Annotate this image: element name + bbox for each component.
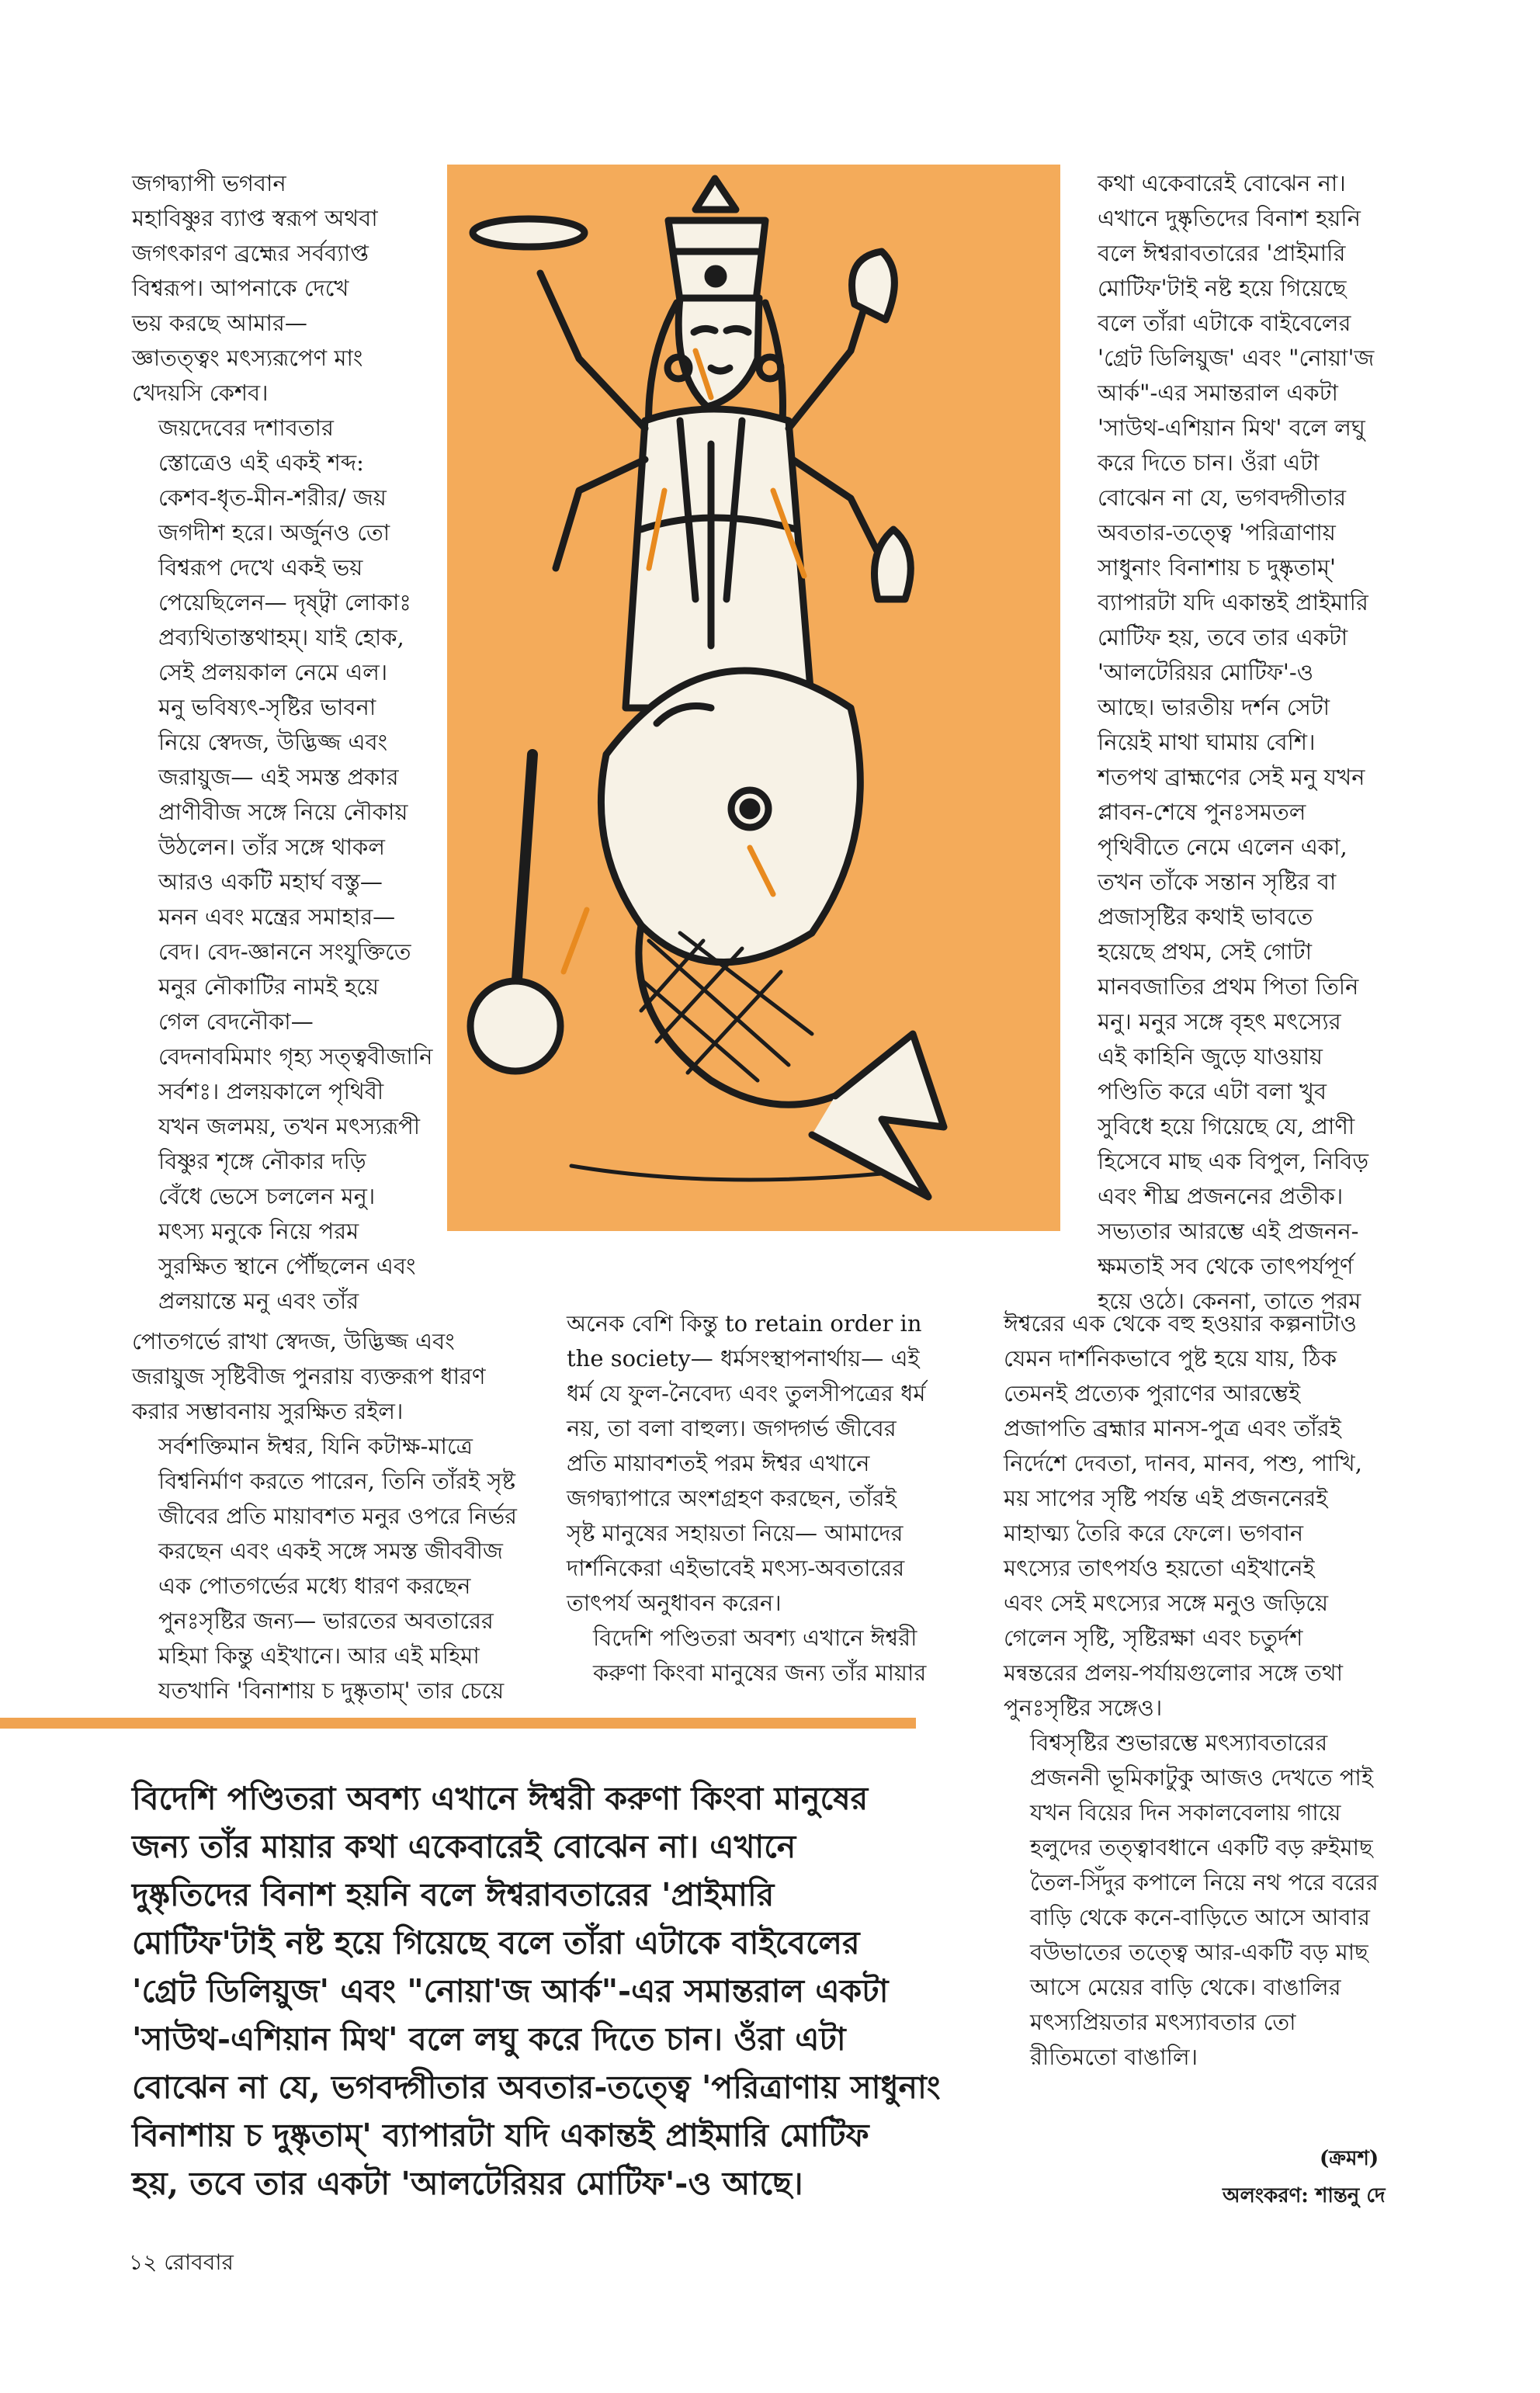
text-line: মানবজাতির প্রথম পিতা তিনি <box>1098 973 1359 1000</box>
text-line: 'সাউথ-এশিয়ান মিথ' বলে লঘু <box>1098 414 1365 441</box>
text-line: এবং শীঘ্র প্রজননের প্রতীক। <box>1098 1183 1344 1209</box>
text-line: সেই প্রলয়কাল নেমে এল। <box>158 659 388 685</box>
pull-quote-line: বিনাশায় চ দুষ্কৃতাম্‌' ব্যাপারটা যদি একান্তই প্রাইমারি মোটিফ <box>132 2117 869 2154</box>
text-line: মনু। মনুর সঙ্গে বৃহৎ মৎস্যের <box>1098 1008 1341 1035</box>
text-line: পেয়েছিলেন— দৃষ্ট্বা লোকাঃ <box>158 589 411 616</box>
text-line: প্রব্যথিতাস্তথাহম্‌। যাই হোক, <box>158 624 404 650</box>
text-line: ঈশ্বরের এক থেকে বহু হওয়ার কল্পনাটাও <box>1004 1310 1357 1337</box>
text-line: বলে ঈশ্বরাবতারের 'প্রাইমারি <box>1098 240 1346 266</box>
text-line: জয়দেবের দশাবতার <box>158 414 334 441</box>
text-line: জীবের প্রতি মায়াবশত মনুর ওপরে নির্ভর <box>158 1503 518 1529</box>
pull-quote-line: 'গ্রেট ডিলিয়ুজ' এবং "নোয়া'জ আর্ক"-এর সমান্তরাল একটা <box>132 1972 889 2010</box>
text-line: বিদেশি পণ্ডিতরা অবশ্য এখানে ঈশ্বরী <box>593 1625 917 1651</box>
pull-quote-line: হয়, তবে তার একটা 'আলটেরিয়র মোটিফ'-ও আছে। <box>132 2165 803 2202</box>
pull-quote-line: 'সাউথ-এশিয়ান মিথ' বলে লঘু করে দিতে চান। ওঁরা এটা <box>132 2020 846 2058</box>
text-line: প্রলয়ান্তে মনু এবং তাঁর <box>158 1288 359 1314</box>
text-line: পোতগর্ভে রাখা স্বেদজ, উদ্ভিজ্জ এবং <box>132 1328 455 1354</box>
text-line: 'আলটেরিয়র মোটিফ'-ও <box>1098 659 1314 685</box>
page-folio: ১২ রোববার <box>129 2249 234 2275</box>
matsya-avatar-drawing <box>447 165 1060 1231</box>
paragraph <box>132 411 442 1319</box>
continued-marker: (ক্রমশ) <box>1320 2147 1379 2170</box>
paragraph <box>1098 166 1447 1319</box>
text-line: জরায়ুজ সৃষ্টিবীজ পুনরায় ব্যক্তরূপ ধারণ <box>132 1363 486 1389</box>
text-line: মোটিফ হয়, তবে তার একটা <box>1098 624 1348 650</box>
text-line: যখন জলময়, তখন মৎস্যরূপী <box>158 1113 421 1139</box>
text-line: বেঁধে ভেসে চললেন মনু। <box>158 1183 376 1209</box>
text-line: মাহাত্ম্য তৈরি করে ফেলে। ভগবান <box>1004 1520 1304 1546</box>
paragraph <box>132 1429 543 1708</box>
text-line: বিশ্বরূপ দেখে একই ভয় <box>158 554 363 581</box>
article-column-right <box>1098 166 1447 1319</box>
text-line: করছেন এবং একই সঙ্গে সমস্ত জীববীজ <box>158 1538 503 1564</box>
text-line: তখন তাঁকে সন্তান সৃষ্টির বা <box>1098 869 1337 895</box>
text-line: বিষ্ণুর শৃঙ্গে নৌকার দড়ি <box>158 1148 366 1174</box>
text-line: যেমন দার্শনিকভাবে পুষ্ট হয়ে যায়, ঠিক <box>1004 1345 1337 1372</box>
text-line: সুবিধে হয়ে গিয়েছে যে, প্রাণী <box>1098 1113 1355 1139</box>
text-line: করার সম্ভাবনায় সুরক্ষিত রইল। <box>132 1398 404 1424</box>
text-line: মহিমা কিন্তু এইখানে। আর এই মহিমা <box>158 1642 480 1669</box>
text-line: এখানে দুষ্কৃতিদের বিনাশ হয়নি <box>1098 205 1361 231</box>
text-line: আর্ক"-এর সমান্তরাল একটা <box>1098 380 1338 406</box>
text-line: তৈল-সিঁদুর কপালে নিয়ে নথ পরে বরের <box>1030 1869 1379 1895</box>
text-line: বিশ্বনির্মাণ করতে পারেন, তিনি তাঁরই সৃষ্ট <box>158 1468 516 1494</box>
text-line: নির্দেশে দেবতা, দানব, মানব, পশু, পাখি, <box>1004 1450 1362 1476</box>
text-line: নিয়ে স্বেদজ, উদ্ভিজ্জ এবং <box>158 729 388 755</box>
text-line: গেলেন সৃষ্টি, সৃষ্টিরক্ষা এবং চতুর্দশ <box>1004 1625 1303 1651</box>
text-line: হিসেবে মাছ এক বিপুল, নিবিড় <box>1098 1148 1369 1174</box>
pull-quote-line: মোটিফ'টাই নষ্ট হয়ে গিয়েছে বলে তাঁরা এটাকে বাইবেলের <box>132 1924 860 1961</box>
paragraph <box>1004 1306 1423 1725</box>
paragraph <box>132 166 442 411</box>
text-line: কেশব-ধৃত-মীন-শরীর/ জয় <box>158 484 387 511</box>
text-line: মৎস্যের তাৎপর্যও হয়তো এইখানেই <box>1004 1555 1315 1581</box>
text-line: সভ্যতার আরম্ভে এই প্রজনন- <box>1098 1218 1359 1244</box>
text-line: পুনঃসৃষ্টির সঙ্গেও। <box>1004 1694 1163 1721</box>
text-line: জগদ্ব্যাপারে অংশগ্রহণ করছেন, তাঁরই <box>567 1485 897 1511</box>
text-line: নিয়েই মাথা ঘামায় বেশি। <box>1098 729 1316 755</box>
text-line: বিশ্বসৃষ্টির শুভারম্ভে মৎস্যাবতারের <box>1030 1729 1328 1756</box>
text-line: প্রতি মায়াবশতই পরম ঈশ্বর এখানে <box>567 1450 870 1476</box>
text-line: প্লাবন-শেষে পুনঃসমতল <box>1098 799 1306 825</box>
text-line: মৎস্যপ্রিয়তার মৎস্যাবতার তো <box>1030 2009 1296 2035</box>
text-line: এই কাহিনি জুড়ে যাওয়ায় <box>1098 1043 1323 1070</box>
text-line: যতখানি 'বিনাশায় চ দুষ্কৃতাম্‌' তার চেয়ে <box>158 1677 505 1704</box>
accent-rule <box>0 1718 916 1729</box>
text-line: জগদ্ব্যাপী ভগবান <box>132 170 286 196</box>
text-line: গেল বেদনৌকা— <box>158 1008 314 1035</box>
text-line: জ্ঞাতত্ত্বং মৎস্যরূপেণ মাং <box>132 345 363 371</box>
text-line: বিশ্বরূপ। আপনাকে দেখে <box>132 275 349 301</box>
text-line: করুণা কিংবা মানুষের জন্য তাঁর মায়ার <box>593 1659 927 1686</box>
text-line: বলে তাঁরা এটাকে বাইবেলের <box>1098 310 1351 336</box>
text-line: the society— ধর্মসংস্থাপনার্থায়— এই <box>567 1345 920 1372</box>
paragraph <box>1004 1725 1423 2075</box>
text-line: ভয় করছে আমার— <box>132 310 307 336</box>
article-column-right-lower <box>1004 1306 1423 2075</box>
matsya-illustration <box>447 165 1060 1231</box>
text-line: স্তোত্রেও এই একই শব্দ: <box>158 449 364 476</box>
text-line: বেদ। বেদ-জ্ঞাননে সংযুক্তিতে <box>158 938 411 965</box>
text-line: কথা একেবারেই বোঝেন না। <box>1098 170 1346 196</box>
text-line: পুনঃসৃষ্টির জন্য— ভারতের অবতারের <box>158 1607 494 1634</box>
text-line: নয়, তা বলা বাহুল্য। জগদ্গর্ভ জীবের <box>567 1415 897 1441</box>
text-line: তাৎপর্য অনুধাবন করেন। <box>567 1590 782 1616</box>
text-line: আছে। ভারতীয় দর্শন সেটা <box>1098 694 1330 720</box>
text-line: সুরক্ষিত স্থানে পৌঁছলেন এবং <box>158 1253 416 1279</box>
pull-quote-line: বোঝেন না যে, ভগবদ্গীতার অবতার-তত্ত্বে 'পরিত্রাণায় সাধুনাং <box>132 2069 941 2106</box>
pull-quote-line: বিদেশি পণ্ডিতরা অবশ্য এখানে ঈশ্বরী করুণা কিংবা মানুষের <box>132 1780 869 1817</box>
text-line: খেদয়সি কেশব। <box>132 380 269 406</box>
text-line: প্রজাসৃষ্টির কথাই ভাবতে <box>1098 903 1313 930</box>
text-line: হয়ে ওঠে। কেননা, তাতে পরম <box>1098 1288 1361 1314</box>
text-line: ক্ষমতাই সব থেকে তাৎপর্যপূর্ণ <box>1098 1253 1354 1279</box>
text-line: যখন বিয়ের দিন সকালবেলায় গায়ে <box>1030 1799 1341 1826</box>
text-line: বেদনাবমিমাং গৃহ্য সত্ত্ববীজানি <box>158 1043 433 1070</box>
text-line: বাড়ি থেকে কনে-বাড়িতে আসে আবার <box>1030 1904 1370 1930</box>
text-line: করে দিতে চান। ওঁরা এটা <box>1098 449 1320 476</box>
text-line: সর্বশক্তিমান ঈশ্বর, যিনি কটাক্ষ-মাত্রে <box>158 1433 473 1459</box>
pull-quote-line: দুষ্কৃতিদের বিনাশ হয়নি বলে ঈশ্বরাবতারের 'প্রাইমারি <box>132 1876 775 1913</box>
text-line: প্রজননী ভূমিকাটুকু আজও দেখতে পাই <box>1030 1764 1373 1791</box>
text-line: প্রজাপতি ব্রহ্মার মানস-পুত্র এবং তাঁরই <box>1004 1415 1341 1441</box>
text-line: হলুদের তত্ত্বাবধানে একটি বড় রুইমাছ <box>1030 1834 1373 1861</box>
text-line: অনেক বেশি কিন্তু to retain order in <box>567 1310 922 1337</box>
text-line: মহাবিষ্ণুর ব্যাপ্ত স্বরূপ অথবা <box>132 205 378 231</box>
paragraph <box>132 1324 543 1429</box>
text-line: আসে মেয়ের বাড়ি থেকে। বাঙালির <box>1030 1974 1341 2000</box>
text-line: মোটিফ'টাই নষ্ট হয়ে গিয়েছে <box>1098 275 1347 301</box>
text-line: মনু ভবিষ্যৎ-সৃষ্টির ভাবনা <box>158 694 376 720</box>
text-line: মনুর নৌকাটির নামই হয়ে <box>158 973 380 1000</box>
text-line: বোঝেন না যে, ভগবদ্গীতার <box>1098 484 1347 511</box>
text-line: ব্যাপারটা যদি একান্তই প্রাইমারি <box>1098 589 1368 616</box>
text-line: এবং সেই মৎস্যের সঙ্গে মনুও জড়িয়ে <box>1004 1590 1329 1616</box>
text-line: রীতিমতো বাঙালি। <box>1030 2044 1198 2070</box>
pull-quote <box>132 1774 939 2207</box>
text-line: সৃষ্ট মানুষের সহায়তা নিয়ে— আমাদের <box>567 1520 904 1546</box>
text-line: শতপথ ব্রাহ্মণের সেই মনু যখন <box>1098 764 1365 790</box>
text-line: মনন এবং মন্ত্রের সমাহার— <box>158 903 396 930</box>
text-line: সর্বশঃ। প্রলয়কালে পৃথিবী <box>158 1078 384 1105</box>
pull-quote-line: জন্য তাঁর মায়ার কথা একেবারেই বোঝেন না। এখানে <box>132 1828 796 1865</box>
text-line: মন্বন্তরের প্রলয়-পর্যায়গুলোর সঙ্গে তথা <box>1004 1659 1344 1686</box>
text-line: উঠলেন। তাঁর সঙ্গে থাকল <box>158 834 385 860</box>
text-line: ধর্ম যে ফুল-নৈবেদ্য এবং তুলসীপত্রের ধর্ম <box>567 1380 926 1406</box>
text-line: জগৎকারণ ব্রহ্মের সর্বব্যাপ্ত <box>132 240 369 266</box>
illustration-credit: অলংকরণ: শান্তনু দে <box>1223 2184 1386 2207</box>
text-line: হয়েছে প্রথম, সেই গোটা <box>1098 938 1313 965</box>
text-line: পৃথিবীতে নেমে এলেন একা, <box>1098 834 1348 860</box>
text-line: সাধুনাং বিনাশায় চ দুষ্কৃতাম্‌' <box>1098 554 1336 581</box>
text-line: জরায়ুজ— এই সমস্ত প্রকার <box>158 764 399 790</box>
paragraph <box>567 1621 962 1691</box>
text-line: দার্শনিকেরা এইভাবেই মৎস্য-অবতারের <box>567 1555 905 1581</box>
text-line: বউভাতের তত্ত্বে আর-একটি বড় মাছ <box>1030 1939 1368 1965</box>
text-line: প্রাণীবীজ সঙ্গে নিয়ে নৌকায় <box>158 799 408 825</box>
text-line: পণ্ডিতি করে এটা বলা খুব <box>1098 1078 1327 1105</box>
article-column-middle <box>567 1306 962 1691</box>
text-line: মৎস্য মনুকে নিয়ে পরম <box>158 1218 359 1244</box>
text-line: অবতার-তত্ত্বে 'পরিত্রাণায় <box>1098 519 1336 546</box>
text-line: জগদীশ হরে। অর্জুনও তো <box>158 519 390 546</box>
paragraph <box>567 1306 962 1621</box>
text-line: 'গ্রেট ডিলিয়ুজ' এবং "নোয়া'জ <box>1098 345 1375 371</box>
article-column-left <box>132 166 442 1319</box>
article-column-left-lower <box>132 1324 543 1708</box>
text-line: আরও একটি মহার্ঘ বস্তু— <box>158 869 383 895</box>
text-line: এক পোতগর্ভের মধ্যে ধারণ করছেন <box>158 1573 471 1599</box>
text-line: ময় সাপের সৃষ্টি পর্যন্ত এই প্রজননেরই <box>1004 1485 1328 1511</box>
text-line: তেমনই প্রত্যেক পুরাণের আরম্ভেই <box>1004 1380 1301 1406</box>
